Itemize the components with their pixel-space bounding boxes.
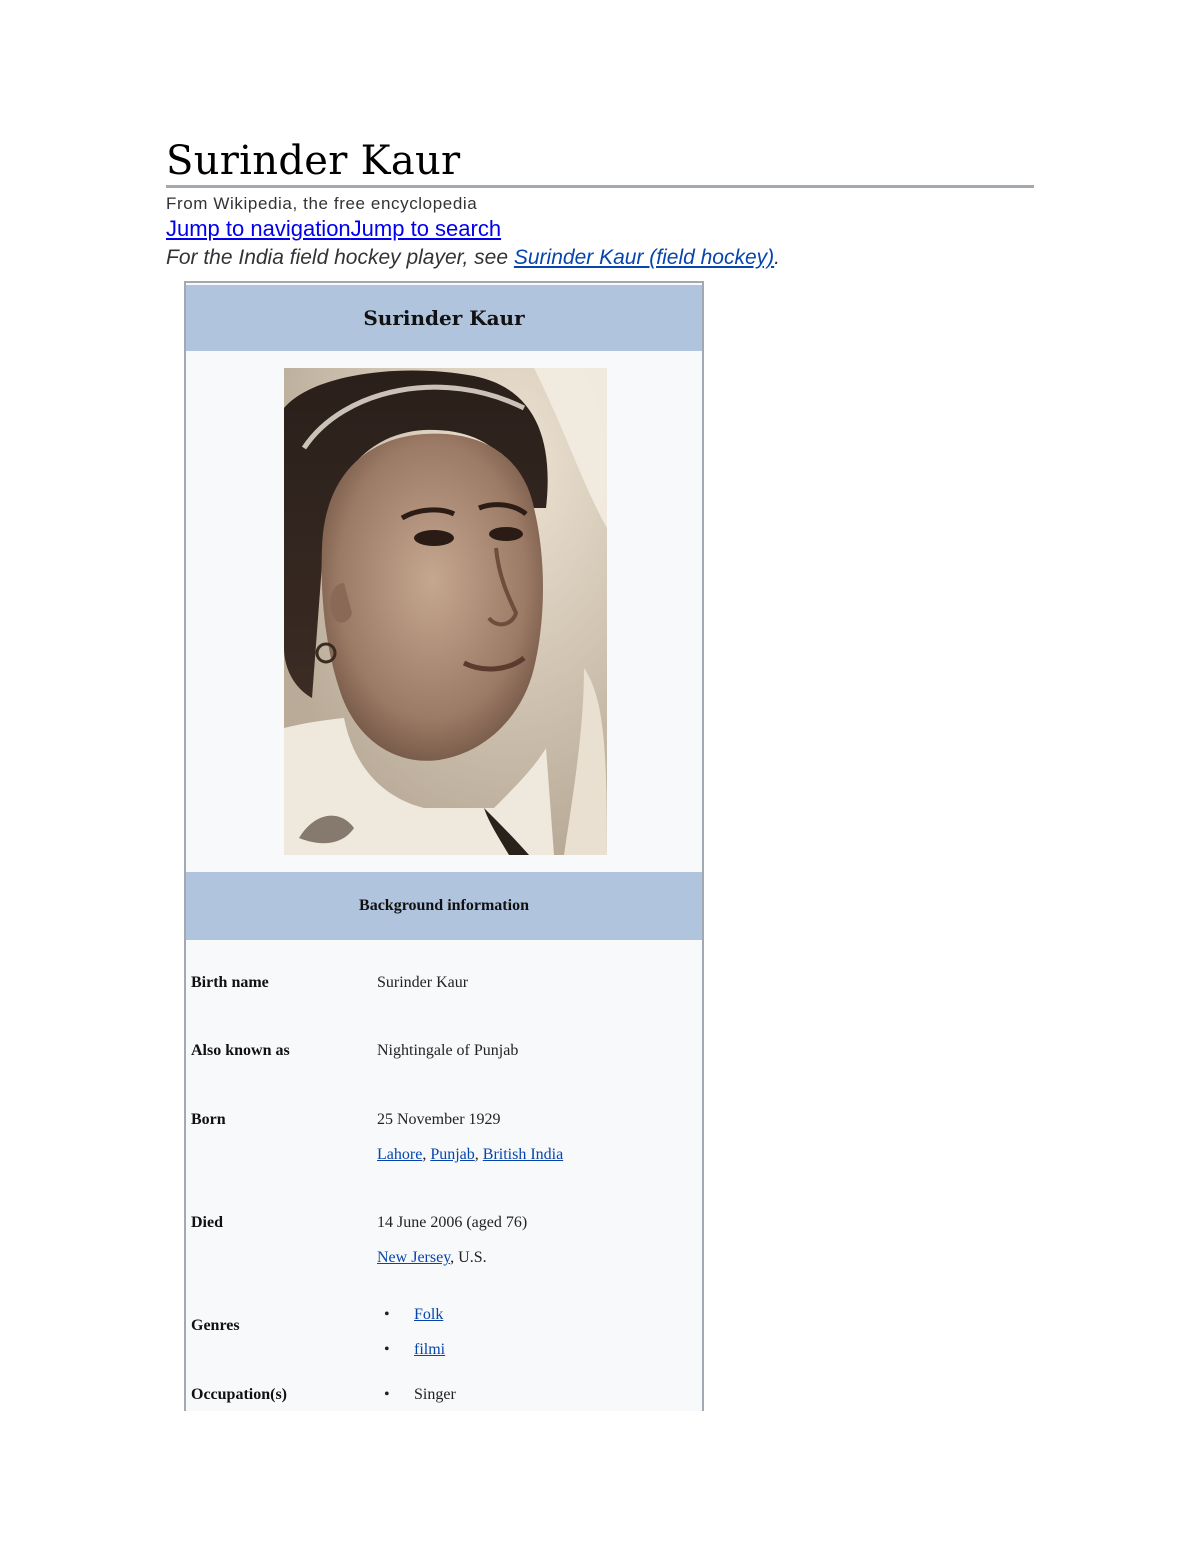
genre-link-folk[interactable]: Folk <box>414 1306 444 1323</box>
birthplace-link-lahore[interactable]: Lahore <box>377 1146 423 1163</box>
site-tagline: From Wikipedia, the free encyclopedia <box>166 194 478 213</box>
deathplace-country: , U.S. <box>450 1249 487 1266</box>
label-also-known-as: Also known as <box>191 1042 290 1059</box>
page-title: Surinder Kaur <box>166 138 461 184</box>
infobox-subheader: Background information <box>186 872 702 940</box>
bullet-icon: • <box>384 1341 390 1358</box>
hatnote-suffix: . <box>774 246 781 269</box>
jump-to-search-link[interactable]: Jump to search <box>350 216 502 241</box>
genre-list-item <box>384 1306 444 1324</box>
value-died-place <box>377 1249 487 1267</box>
birthplace-separator: , <box>474 1146 483 1163</box>
label-born: Born <box>191 1111 226 1128</box>
title-divider <box>166 185 1034 188</box>
value-birth-name: Surinder Kaur <box>377 974 469 991</box>
value-died-date: 14 June 2006 (aged 76) <box>377 1214 528 1231</box>
infobox-header: Surinder Kaur <box>186 285 702 351</box>
jump-to-navigation-link[interactable]: Jump to navigation <box>166 216 351 241</box>
infobox-portrait-image[interactable] <box>284 368 607 855</box>
hatnote <box>166 244 780 272</box>
hatnote-text: For the India field hockey player, see <box>166 246 514 269</box>
genre-link-filmi[interactable]: filmi <box>414 1341 446 1358</box>
bullet-icon: • <box>384 1306 390 1323</box>
value-also-known-as: Nightingale of Punjab <box>377 1042 519 1059</box>
genre-list-item <box>384 1341 446 1359</box>
deathplace-link-new-jersey[interactable]: New Jersey <box>377 1249 451 1266</box>
occupation-singer: Singer <box>414 1386 456 1403</box>
occupation-list-item <box>384 1386 456 1404</box>
birthplace-link-british-india[interactable]: British India <box>482 1146 564 1163</box>
portrait-photo <box>284 368 607 855</box>
label-died: Died <box>191 1214 223 1231</box>
jump-links <box>166 215 501 243</box>
value-born-place <box>377 1146 563 1164</box>
infobox <box>184 281 704 1411</box>
birthplace-separator: , <box>422 1146 431 1163</box>
hatnote-link[interactable]: Surinder Kaur (field hockey) <box>513 246 775 269</box>
bullet-icon: • <box>384 1386 390 1403</box>
birthplace-link-punjab[interactable]: Punjab <box>430 1146 475 1163</box>
label-birth-name: Birth name <box>191 974 269 991</box>
label-genres: Genres <box>191 1317 240 1334</box>
value-born-date: 25 November 1929 <box>377 1111 501 1128</box>
label-occupations: Occupation(s) <box>191 1386 287 1403</box>
